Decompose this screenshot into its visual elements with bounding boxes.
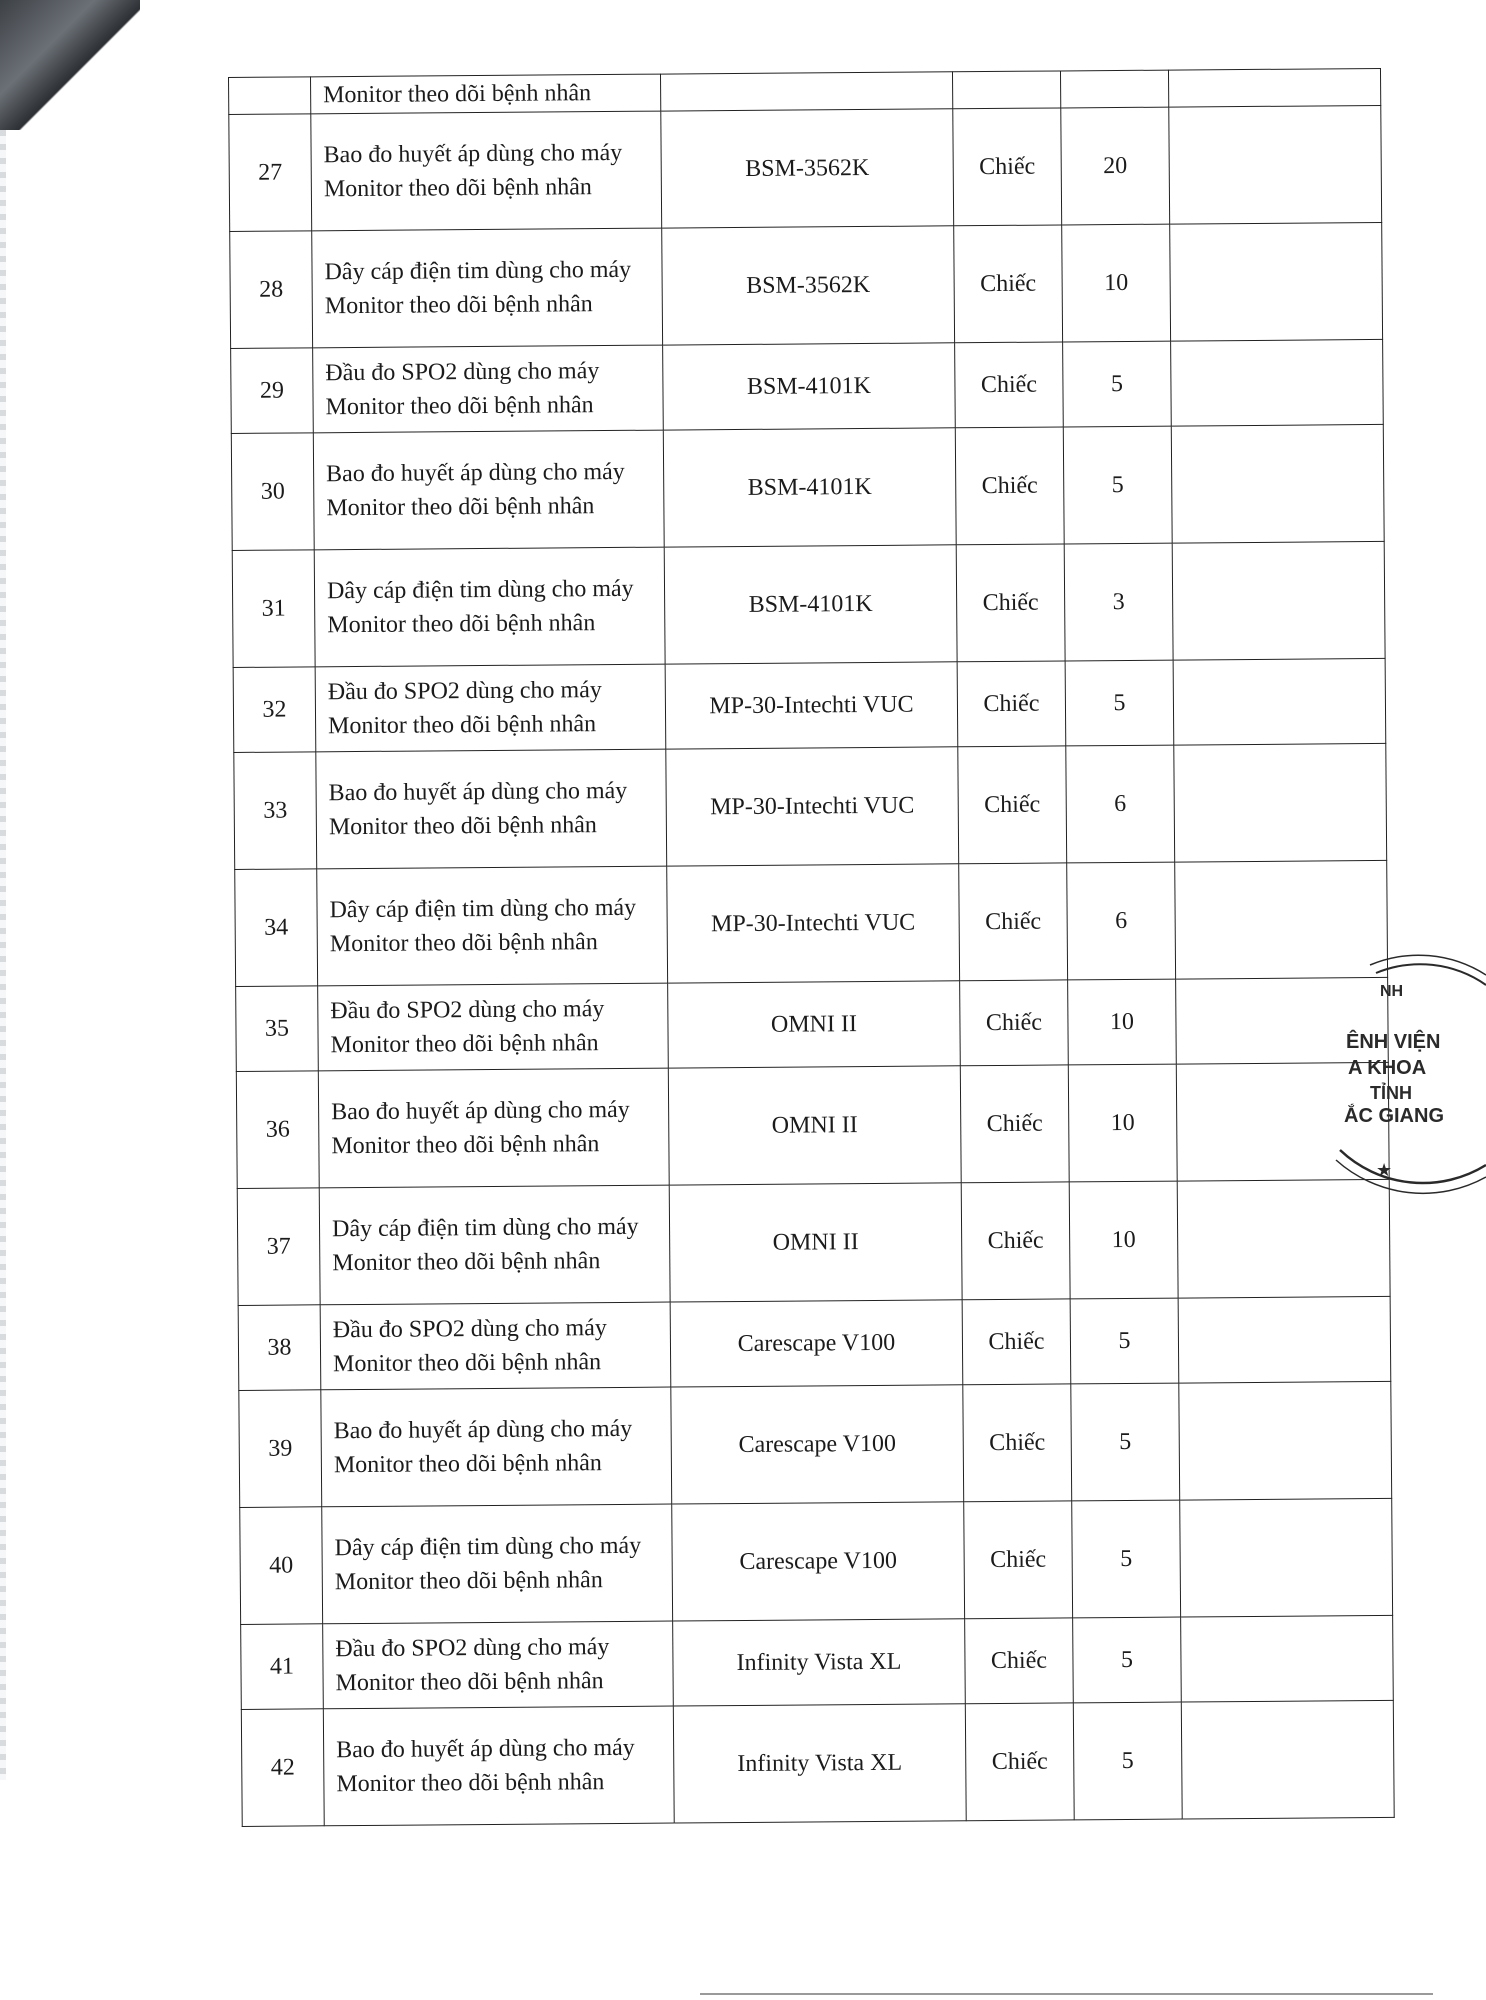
quantity-cell: 5: [1063, 426, 1172, 544]
quantity-cell: 5: [1073, 1617, 1182, 1703]
device-model-cell: [660, 72, 952, 111]
note-cell: [1178, 1296, 1391, 1383]
item-name-cell: Bao đo huyết áp dùng cho máy Monitor theo dõi bệnh nhân: [318, 1068, 669, 1188]
table-row: [235, 860, 1388, 986]
unit-cell: Chiếc: [961, 1182, 1070, 1300]
device-model-cell: MP-30-Intechti VUC: [667, 864, 960, 983]
seal-text-1: NH: [1380, 983, 1404, 1000]
device-model-cell: BSM-4101K: [664, 545, 957, 664]
item-name-cell: Đầu đo SPO2 dùng cho máy Monitor theo dõi bệnh nhân: [318, 983, 669, 1071]
unit-cell: Chiếc: [964, 1501, 1073, 1619]
quantity-cell: 10: [1068, 979, 1177, 1065]
quantity-cell: 5: [1073, 1702, 1182, 1820]
row-number-cell: 28: [230, 231, 313, 349]
unit-cell: Chiếc: [962, 1299, 1071, 1385]
item-name-cell: Dây cáp điện tim dùng cho máy Monitor theo dõi bệnh nhân: [322, 1504, 673, 1624]
note-cell: [1171, 424, 1384, 543]
quantity-cell: 5: [1065, 660, 1174, 746]
table-row: [238, 1296, 1391, 1390]
quantity-cell: 6: [1066, 745, 1175, 863]
device-model-cell: Carescape V100: [672, 1502, 965, 1621]
unit-cell: Chiếc: [960, 1065, 1069, 1183]
row-number-cell: 29: [231, 348, 314, 434]
item-name-cell: Đầu đo SPO2 dùng cho máy Monitor theo dõi bệnh nhân: [323, 1621, 674, 1709]
row-number-cell: 38: [238, 1305, 321, 1391]
equipment-table: [228, 68, 1395, 1827]
row-number-cell: 35: [236, 986, 319, 1072]
device-model-cell: Carescape V100: [670, 1300, 963, 1387]
device-model-cell: OMNI II: [669, 1183, 962, 1302]
row-number-cell: 41: [241, 1624, 324, 1710]
seal-ring: [1336, 955, 1486, 1205]
table-row: [241, 1615, 1394, 1709]
row-number-cell: 40: [240, 1507, 323, 1625]
seal-text-3: A KHOA: [1348, 1057, 1427, 1079]
seal-text-2: ÊNH VIỆN: [1346, 1031, 1441, 1053]
quantity-cell: 10: [1069, 1181, 1178, 1299]
row-number-cell: 42: [241, 1709, 324, 1827]
device-model-cell: OMNI II: [668, 1066, 961, 1185]
quantity-cell: [1060, 70, 1168, 108]
quantity-cell: 10: [1062, 224, 1171, 342]
note-cell: [1181, 1615, 1394, 1702]
table-row: [229, 105, 1382, 231]
table-row: [233, 658, 1386, 752]
device-model-cell: Infinity Vista XL: [673, 1619, 966, 1706]
note-cell: [1181, 1700, 1394, 1819]
device-model-cell: MP-30-Intechti VUC: [665, 662, 958, 749]
quantity-cell: 5: [1063, 341, 1172, 427]
table-row: [231, 339, 1384, 433]
row-number-cell: 34: [235, 869, 318, 987]
table-row: [236, 1062, 1389, 1188]
hospital-seal: [1336, 955, 1486, 1205]
note-cell: [1173, 658, 1386, 745]
unit-cell: Chiếc: [959, 863, 1068, 981]
unit-cell: Chiếc: [960, 980, 1069, 1066]
table-row: [230, 222, 1383, 348]
note-cell: [1168, 68, 1380, 107]
device-model-cell: BSM-4101K: [663, 343, 956, 430]
row-number-cell: 30: [231, 433, 314, 551]
star-icon: ★: [1376, 1160, 1393, 1180]
scan-edge-strip: [0, 130, 6, 1780]
unit-cell: Chiếc: [957, 661, 1066, 747]
device-model-cell: OMNI II: [668, 981, 961, 1068]
quantity-cell: 3: [1064, 543, 1173, 661]
row-number-cell: 33: [234, 752, 317, 870]
note-cell: [1172, 541, 1385, 660]
unit-cell: Chiếc: [955, 342, 1064, 428]
note-cell: [1174, 743, 1387, 862]
unit-cell: Chiếc: [956, 544, 1065, 662]
note-cell: [1169, 105, 1382, 224]
row-number-cell: 36: [236, 1071, 319, 1189]
note-cell: [1171, 339, 1384, 426]
table-row: [241, 1700, 1394, 1826]
item-name-cell: Đầu đo SPO2 dùng cho máy Monitor theo dõi bệnh nhân: [320, 1302, 671, 1390]
scan-shadow-corner: [0, 0, 140, 130]
unit-cell: [952, 71, 1060, 109]
unit-cell: Chiếc: [963, 1384, 1072, 1502]
quantity-cell: 6: [1067, 862, 1176, 980]
item-name-cell: Dây cáp điện tim dùng cho máy Monitor theo dõi bệnh nhân: [319, 1185, 670, 1305]
item-name-cell: Monitor theo dõi bệnh nhân: [311, 74, 661, 114]
item-name-cell: Bao đo huyết áp dùng cho máy Monitor theo dõi bệnh nhân: [316, 749, 667, 869]
row-number-cell: 39: [239, 1390, 322, 1508]
item-name-cell: Bao đo huyết áp dùng cho máy Monitor theo dõi bệnh nhân: [323, 1706, 674, 1826]
row-number-cell: [229, 77, 311, 115]
item-name-cell: Dây cáp điện tim dùng cho máy Monitor theo dõi bệnh nhân: [312, 228, 663, 348]
note-cell: [1170, 222, 1383, 341]
table-row: [234, 743, 1387, 869]
quantity-cell: 5: [1070, 1298, 1179, 1384]
page-bottom-edge: [700, 1993, 1433, 1995]
device-model-cell: BSM-3562K: [661, 109, 954, 228]
quantity-cell: 20: [1061, 107, 1170, 225]
table-row: [232, 541, 1385, 667]
row-number-cell: 37: [237, 1188, 320, 1306]
device-model-cell: BSM-3562K: [662, 226, 955, 345]
item-name-cell: Bao đo huyết áp dùng cho máy Monitor theo dõi bệnh nhân: [311, 111, 662, 231]
unit-cell: Chiếc: [955, 427, 1064, 545]
unit-cell: Chiếc: [958, 746, 1067, 864]
unit-cell: Chiếc: [965, 1703, 1074, 1821]
item-name-cell: Bao đo huyết áp dùng cho máy Monitor theo dõi bệnh nhân: [321, 1387, 672, 1507]
item-name-cell: Dây cáp điện tim dùng cho máy Monitor theo dõi bệnh nhân: [314, 547, 665, 667]
device-model-cell: Carescape V100: [671, 1385, 964, 1504]
table-row: [236, 977, 1389, 1071]
row-number-cell: 27: [229, 114, 312, 232]
quantity-cell: 5: [1071, 1383, 1180, 1501]
item-name-cell: Đầu đo SPO2 dùng cho máy Monitor theo dõi bệnh nhân: [313, 345, 664, 433]
table-row: [240, 1498, 1393, 1624]
item-name-cell: Dây cáp điện tim dùng cho máy Monitor theo dõi bệnh nhân: [317, 866, 668, 986]
device-model-cell: MP-30-Intechti VUC: [666, 747, 959, 866]
row-number-cell: 32: [233, 667, 316, 753]
unit-cell: Chiếc: [954, 225, 1063, 343]
note-cell: [1180, 1498, 1393, 1617]
quantity-cell: 5: [1072, 1500, 1181, 1618]
row-number-cell: 31: [232, 550, 315, 668]
device-model-cell: Infinity Vista XL: [673, 1704, 966, 1823]
item-name-cell: Đầu đo SPO2 dùng cho máy Monitor theo dõi bệnh nhân: [315, 664, 666, 752]
table-row: [237, 1179, 1390, 1305]
table-row: [239, 1381, 1392, 1507]
seal-text-4: TỈNH: [1370, 1083, 1412, 1103]
table-body: [229, 68, 1395, 1826]
device-model-cell: BSM-4101K: [663, 428, 956, 547]
unit-cell: Chiếc: [953, 108, 1062, 226]
unit-cell: Chiếc: [965, 1618, 1074, 1704]
note-cell: [1179, 1381, 1392, 1500]
table-row: [231, 424, 1384, 550]
item-name-cell: Bao đo huyết áp dùng cho máy Monitor theo dõi bệnh nhân: [313, 430, 664, 550]
seal-text-5: ẮC GIANG: [1344, 1105, 1444, 1127]
quantity-cell: 10: [1068, 1064, 1177, 1182]
